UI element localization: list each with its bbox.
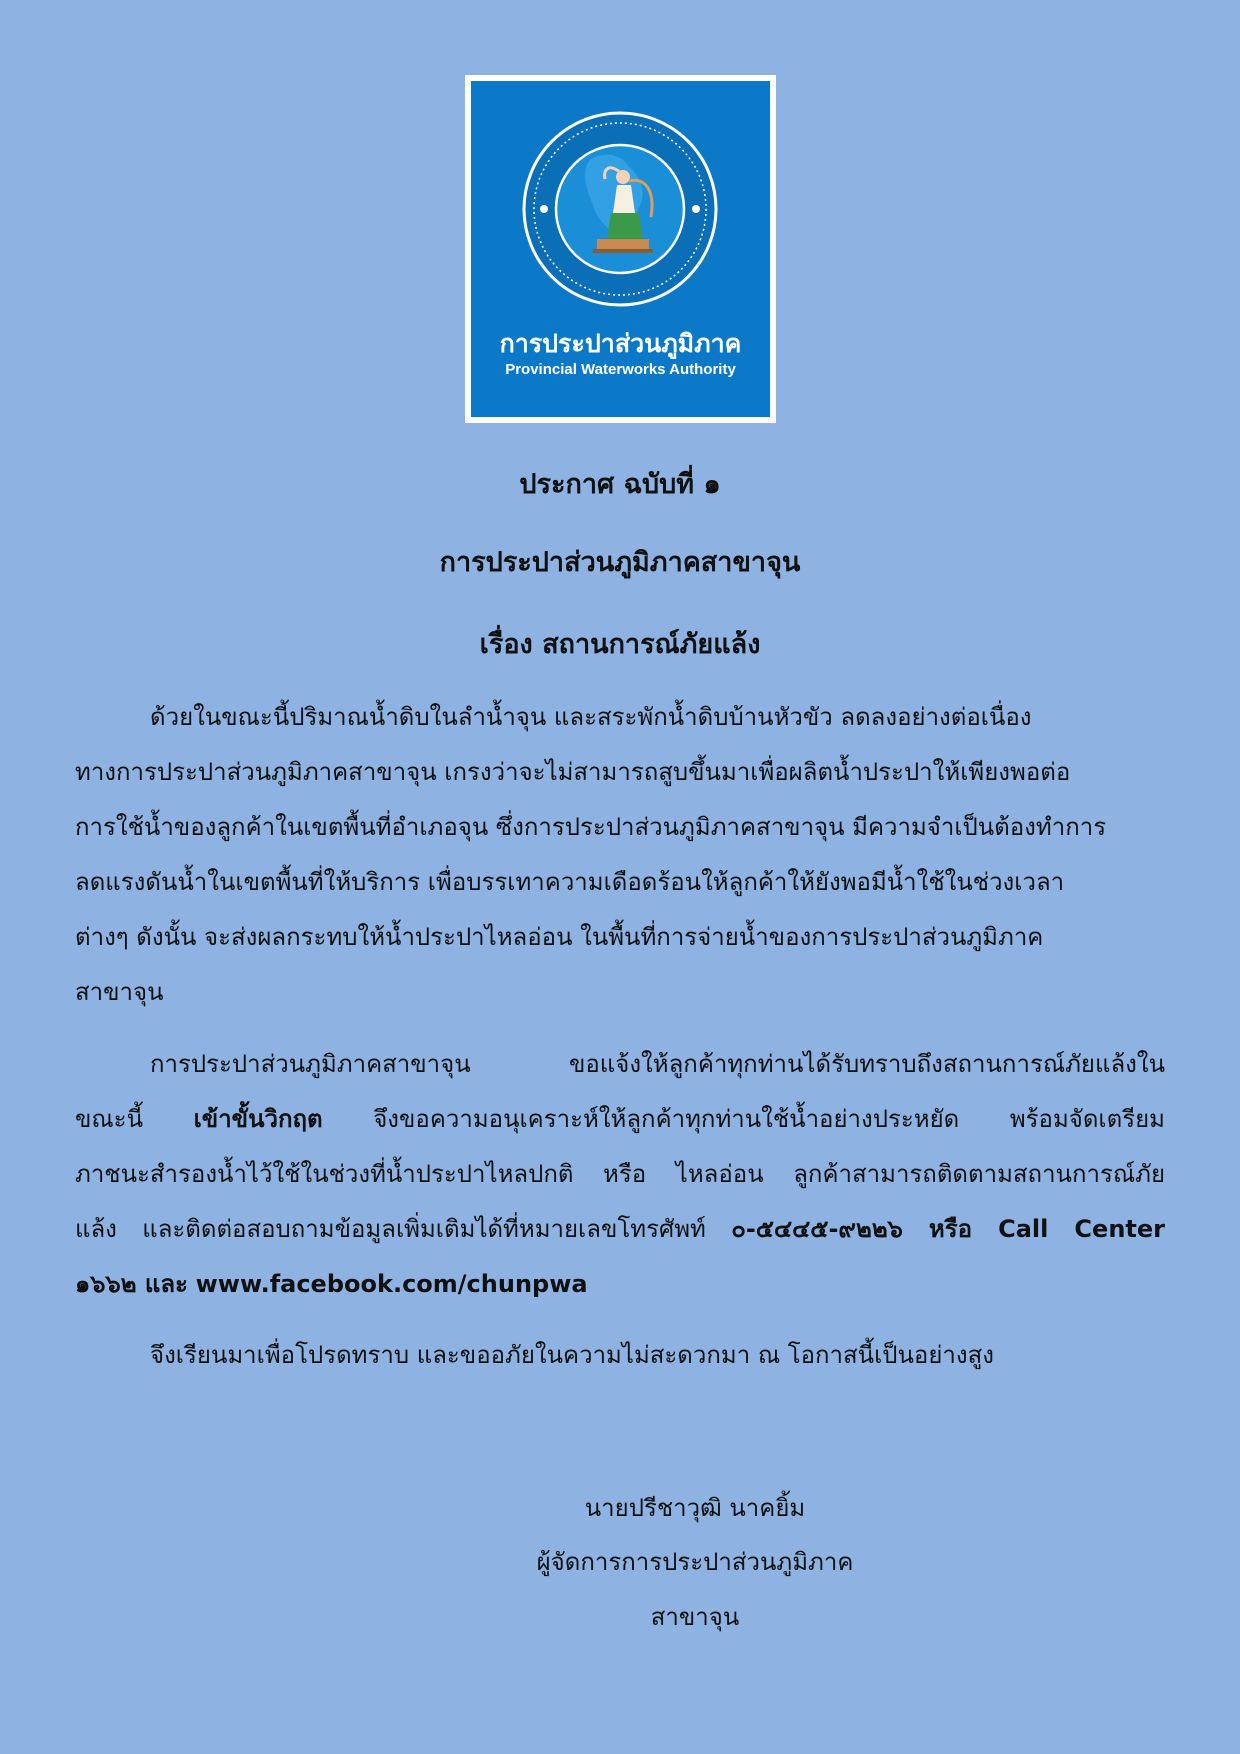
signatory-title: ผู้จัดการการประปาส่วนภูมิภาค [536,1548,854,1576]
closing-line: จึงเรียนมาเพื่อโปรดทราบ และขออภัยในความไม่สะดวกมา ณ โอกาสนี้เป็นอย่างสูง [150,1341,994,1369]
paragraph-2-text: การประปาส่วนภูมิภาคสาขาจุน [150,1050,471,1078]
paragraph-2-text: จึงขอความอนุเคราะห์ให้ลูกค้าทุกท่านใช้น้ำอย่างประหยัด พร้อมจัดเตรียม [373,1105,1165,1133]
paragraph-2-line: ภาชนะสำรองน้ำไว้ใช้ในช่วงที่น้ำประปาไหลปกติ หรือ ไหลอ่อน ลูกค้าสามารถติดตามสถานการณ์ภัย [75,1160,1165,1188]
call-center-number: ๑๖๖๒ และ [75,1270,188,1298]
paragraph-2-line [75,1037,1165,1092]
paragraph-1-line: ด้วยในขณะนี้ปริมาณน้ำดิบในลำน้ำจุน และสระพักน้ำดิบบ้านหัวขัว ลดลงอย่างต่อเนื่อง [150,703,1032,731]
paragraph-2 [75,1037,1165,1312]
announcement-number: ประกาศ ฉบับที่ ๑ [519,469,721,500]
pwa-logo-frame [465,75,776,423]
pwa-logo [471,81,770,417]
paragraph-2-text: แล้ง และติดต่อสอบถามข้อมูลเพิ่มเติมได้ที่หมายเลขโทรศัพท์ [75,1215,706,1243]
logo-name-english: Provincial Waterworks Authority [505,361,736,378]
paragraph-1-line: ทางการประปาส่วนภูมิภาคสาขาจุน เกรงว่าจะไม่สามารถสูบขึ้นมาเพื่อผลิตน้ำประปาให้เพียงพอต่อ [75,758,1071,786]
organization-name: การประปาส่วนภูมิภาคสาขาจุน [439,547,801,578]
paragraph-1-line: ลดแรงดันน้ำในเขตพื้นที่ให้บริการ เพื่อบรรเทาความเดือดร้อนให้ลูกค้าให้ยังพอมีน้ำใช้ในช่วงเวลา [75,868,1065,896]
paragraph-3 [75,1328,1165,1383]
facebook-link[interactable]: www.facebook.com/chunpwa [195,1270,588,1298]
crisis-emphasis: เข้าขั้นวิกฤต [193,1105,323,1133]
announcement-subject: เรื่อง สถานการณ์ภัยแล้ง [479,629,761,660]
signatory-name: นายปรีชาวุฒิ นาคยิ้ม [584,1494,806,1522]
paragraph-1-line: สาขาจุน [75,978,164,1006]
logo-name-thai: การประปาส่วนภูมิภาค [499,329,742,358]
paragraph-2-text: ขอแจ้งให้ลูกค้าทุกท่านได้รับทราบถึงสถานการณ์ภัยแล้งใน [568,1050,1165,1078]
paragraph-1-line: การใช้น้ำของลูกค้าในเขตพื้นที่อำเภอจุน ซึ่งการประปาส่วนภูมิภาคสาขาจุน มีความจำเป็นต้องทำการ [75,813,1107,841]
paragraph-2-line [75,1202,1165,1257]
paragraph-1-line: ต่างๆ ดังนั้น จะส่งผลกระทบให้น้ำประปาไหลอ่อน ในพื้นที่การจ่ายน้ำของการประปาส่วนภูมิภาค [75,923,1044,951]
paragraph-1 [75,690,1165,1020]
phone-number: ๐-๕๔๔๕-๙๒๒๖ หรือ Call Center [731,1215,1165,1243]
paragraph-2-text: ขณะนี้ [75,1105,143,1133]
paragraph-2-line [75,1257,1165,1312]
paragraph-2-line [75,1092,1165,1147]
signatory-branch: สาขาจุน [650,1603,740,1631]
